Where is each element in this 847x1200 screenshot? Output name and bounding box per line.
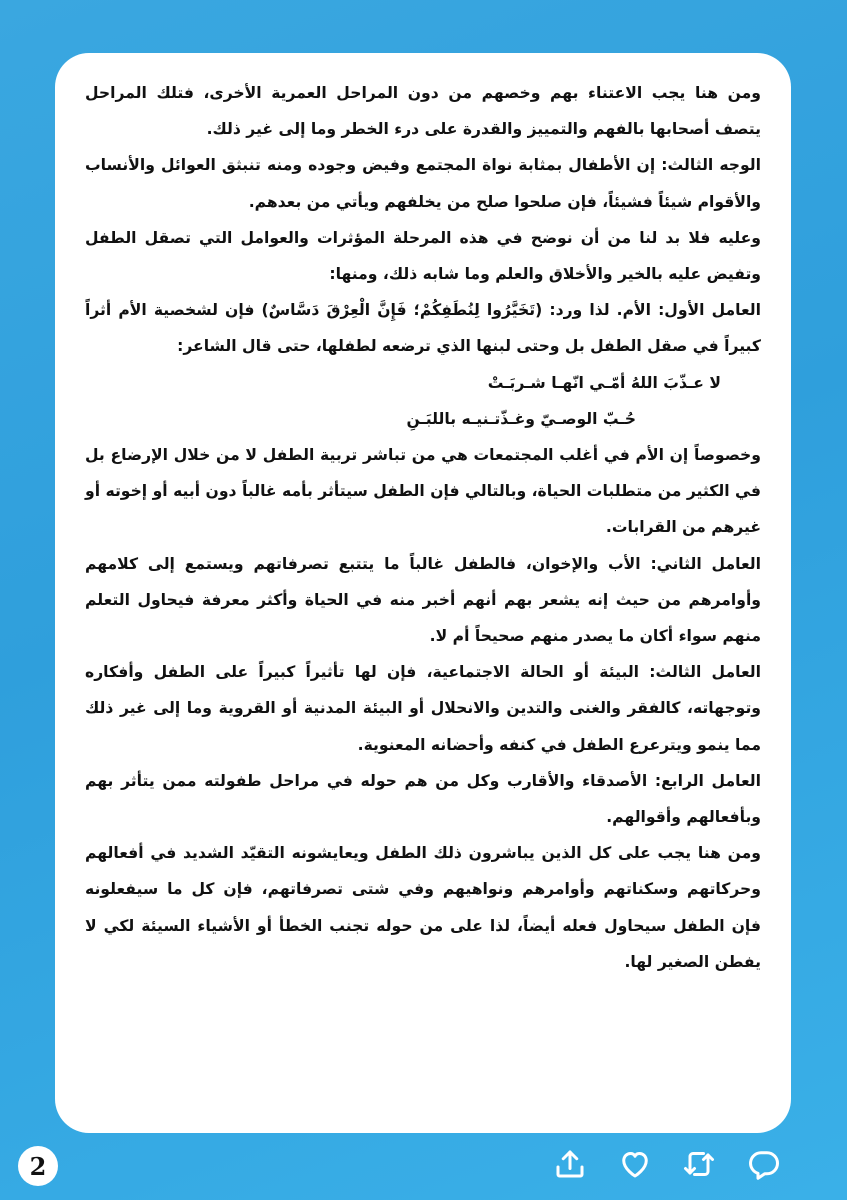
page-number: 2	[18, 1146, 58, 1186]
paragraph: العامل الثاني: الأب والإخوان، فالطفل غالباً ما يتتبع تصرفاتهم ويستمع إلى كلامهم وأوامرهم من حيث إنه يشعر بهم أنهم أخبر منه في الحياة وأكثر معرفة فيحاول التعلم منهم سواء أكان ما يصدر منهم صحيحاً أم لا.	[85, 554, 761, 646]
text-card	[55, 53, 791, 1133]
poem-verse-line: لا عـذّبَ اللهُ أمّـي انّهـا شـربَـتْ	[487, 373, 721, 392]
retweet-icon[interactable]	[681, 1146, 717, 1182]
paragraph: ومن هنا يجب على كل الذين يباشرون ذلك الطفل ويعايشونه التقيّد الشديد في أفعالهم وحركاتهم وسكناتهم وأوامرهم ونواهيهم وفي شتى تصرفاتهم، فإن كل ما سيفعلونه فإن الطفل سيحاول فعله أيضاً، لذا على من حوله تجنب الخطأ أو الأشياء السيئة لكي لا يفطن الصغير لها.	[85, 844, 761, 971]
paragraph: العامل الرابع: الأصدقاء والأقارب وكل من هم حوله في مراحل طفولته ممن يتأثر بهم وبأفعالهم وأقوالهم.	[85, 771, 761, 827]
paragraph: العامل الثالث: البيئة أو الحالة الاجتماعية، فإن لها تأثيراً كبيراً على الطفل وأفكاره وتوجهاته، كالفقر والغنى والتدين والانحلال أو البيئة المدنية أو القروية وما إلى غير ذلك مما ينمو ويترعرع الطفل في كنفه وأحضانه المعنوية.	[85, 663, 761, 754]
heart-icon[interactable]	[617, 1146, 653, 1182]
share-icon[interactable]	[552, 1146, 588, 1182]
comment-icon[interactable]	[746, 1146, 782, 1182]
paragraph: وعليه فلا بد لنا من أن نوضح في هذه المرحلة المؤثرات والعوامل التي تصقل الطفل وتفيض عليه بالخير والأخلاق والعلم وما شابه ذلك، ومنها:	[85, 228, 761, 284]
action-bar	[552, 1146, 782, 1182]
paragraph: وخصوصاً إن الأم في أغلب المجتمعات هي من تباشر تربية الطفل لا من خلال الإرضاع بل في الكثير من متطلبات الحياة، وبالتالي فإن الطفل سيتأثر بأمه غالباً دون أبيه أو إخوته أو غيرهم من القرابات.	[85, 446, 761, 537]
paragraph: ومن هنا يجب الاعتناء بهم وخصهم من دون المراحل العمرية الأخرى، فتلك المراحل يتصف أصحابها بالفهم والتمييز والقدرة على درء الخطر وما إلى غير ذلك.	[85, 84, 761, 139]
paragraph: العامل الأول: الأم. لذا ورد: (تَخَيَّرُوا لِنُطَفِكُمْ؛ فَإِنَّ الْعِرْقَ دَسَّاسٌ) فإن لشخصية الأم أثراً كبيراً في صقل الطفل بل وحتى لبنها الذي ترضعه لطفلها، حتى قال الشاعر:	[85, 301, 762, 356]
paragraph: الوجه الثالث: إن الأطفال بمثابة نواة المجتمع وفيض وجوده ومنه تنبثق العوائل والأنساب والأقوام شيئاً فشيئاً، فإن صلحوا صلح من يخلفهم ويأتي من بعدهم.	[85, 156, 761, 211]
poem-verse-line: حُـبّ الوصـيّ وغـذّتـنيـه باللبَـنِ	[406, 409, 636, 428]
article-body	[85, 75, 761, 980]
